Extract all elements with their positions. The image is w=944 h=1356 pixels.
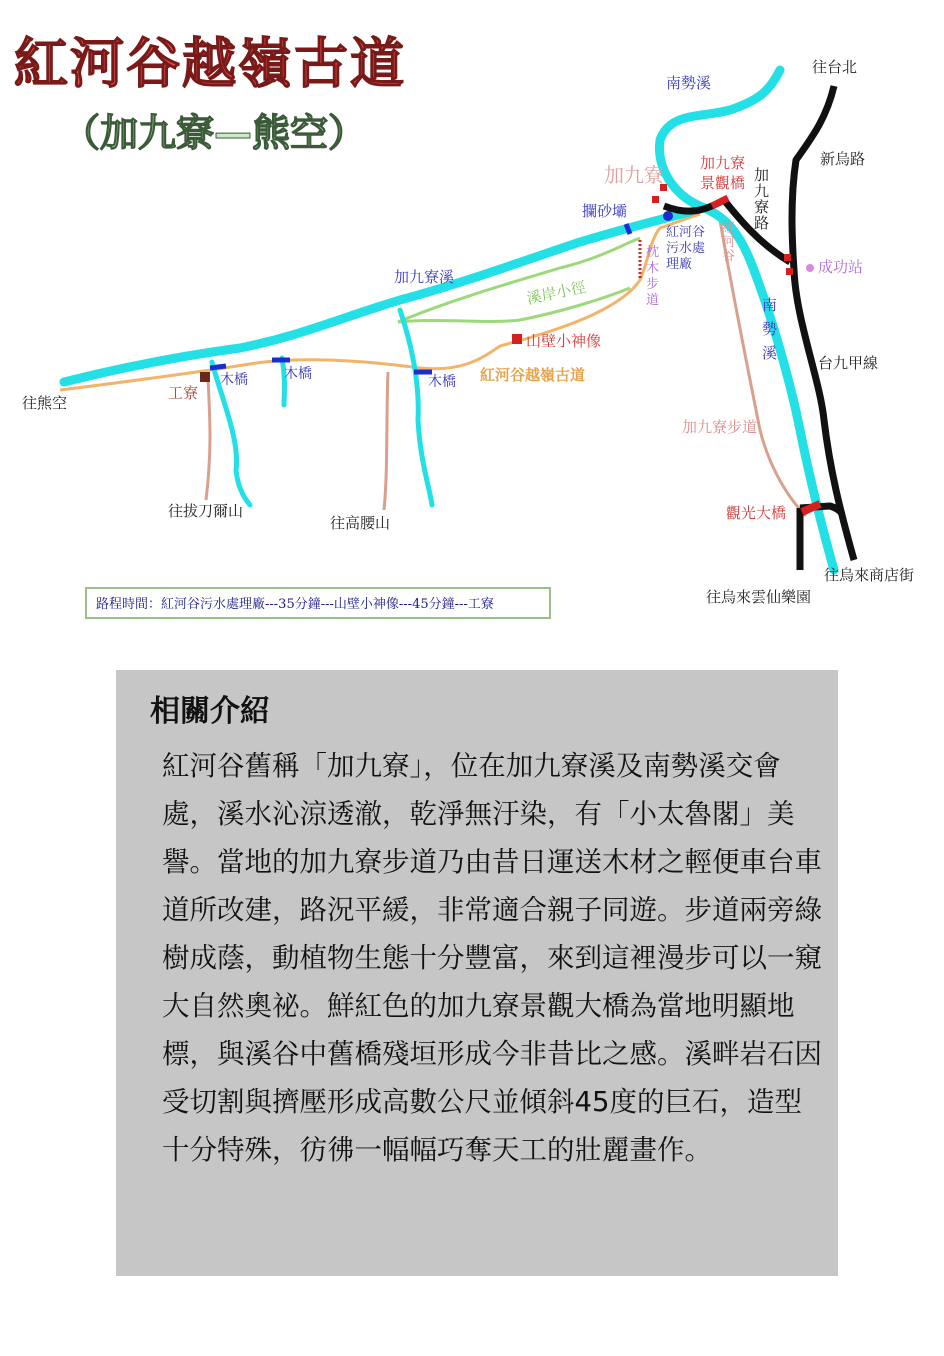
- svg-text:南: 南: [762, 296, 778, 314]
- svg-text:理廠: 理廠: [666, 257, 693, 272]
- label-pillow-trail: [646, 244, 659, 308]
- svg-text:污水處: 污水處: [666, 241, 706, 256]
- svg-text:寮: 寮: [754, 198, 770, 216]
- svg-text:勢: 勢: [762, 320, 778, 338]
- label-shrine: 山壁小神像: [526, 332, 602, 350]
- label-jiajiuliao-road: [754, 166, 769, 232]
- intro-panel: [116, 670, 838, 1276]
- label-sewage-plant: [666, 225, 705, 272]
- map-title: 紅河谷越嶺古道: [14, 32, 406, 95]
- svg-text:枕: 枕: [646, 245, 660, 260]
- label-to-gaoyao: 往高腰山: [330, 514, 391, 532]
- label-nanshi-creek-top: 南勢溪: [666, 74, 712, 92]
- label-sightseeing-bridge: 觀光大橋: [726, 504, 787, 522]
- label-honghegu: [722, 221, 735, 264]
- svg-text:溪: 溪: [762, 344, 778, 362]
- svg-text:道: 道: [646, 293, 660, 308]
- label-to-xiongkong: 往熊空: [22, 394, 68, 412]
- svg-text:加九寮: 加九寮: [700, 154, 746, 172]
- intro-heading: 相關介紹: [150, 694, 270, 729]
- label-to-wulai-street: 往烏來商店街: [824, 566, 915, 584]
- label-wood-bridge-1: 木橋: [220, 372, 248, 388]
- label-wood-bridge-3: 木橋: [428, 374, 456, 390]
- label-jiajiuliao: 加九寮: [604, 163, 664, 187]
- svg-text:九: 九: [754, 182, 770, 200]
- svg-text:木: 木: [646, 261, 660, 276]
- svg-text:紅河谷: 紅河谷: [666, 225, 706, 240]
- label-jiajiuliao-bridge: [700, 154, 745, 192]
- svg-text:路: 路: [754, 214, 770, 232]
- label-nanshi-vertical: [762, 296, 777, 362]
- svg-text:加: 加: [754, 166, 770, 184]
- label-to-badaoer: 往拔刀爾山: [168, 502, 244, 520]
- label-jiajiuliao-creek: 加九寮溪: [394, 268, 455, 286]
- intro-body: 紅河谷舊稱「加九寮」，位在加九寮溪及南勢溪交會處，溪水沁涼透澈，乾淨無汙染，有「小太魯閣」美譽。當地的加九寮步道乃由昔日運送木材之輕便車台車道所改建，路況平緩，非常適合親子同遊。步道兩旁綠樹成蔭，動植物生態十分豐富，來到這裡漫步可以一窺大自然奧祕。鮮紅色的加九寮景觀大橋為當地明顯地標，與溪谷中舊橋殘垣形成今非昔比之感。溪畔岩石因受切割與擠壓形成高數公尺並傾斜45度的巨石，造型十分特殊，彷彿一幅幅巧奪天工的壯麗畫作。: [162, 750, 822, 1166]
- map-subtitle: （加九寮—熊空）: [62, 111, 367, 155]
- label-chenggong-station: 成功站: [818, 258, 864, 276]
- label-creek-path: 溪岸小徑: [525, 277, 588, 308]
- svg-text:景觀橋: 景觀橋: [700, 174, 746, 192]
- label-xinwu-road: 新烏路: [820, 150, 866, 168]
- svg-text:河: 河: [722, 235, 736, 250]
- label-old-trail: 紅河谷越嶺古道: [480, 366, 586, 384]
- svg-text:步: 步: [646, 277, 660, 292]
- label-work-camp: 工寮: [168, 384, 199, 402]
- label-wood-bridge-2: 木橋: [284, 366, 312, 382]
- label-jiajiuliao-trail: 加九寮步道: [682, 418, 758, 436]
- trail-map: [0, 0, 944, 640]
- route-time-text: 路程時間：紅河谷污水處理廠---35分鐘---山壁小神像---45分鐘---工寮: [96, 597, 494, 612]
- svg-text:谷: 谷: [722, 249, 736, 264]
- label-to-yunxian: 往烏來雲仙樂園: [706, 588, 812, 606]
- label-to-taipei: 往台北: [812, 58, 858, 76]
- label-tai9a: 台九甲線: [818, 354, 879, 372]
- label-sand-dam: 攔砂壩: [582, 202, 628, 220]
- svg-text:紅: 紅: [722, 221, 736, 236]
